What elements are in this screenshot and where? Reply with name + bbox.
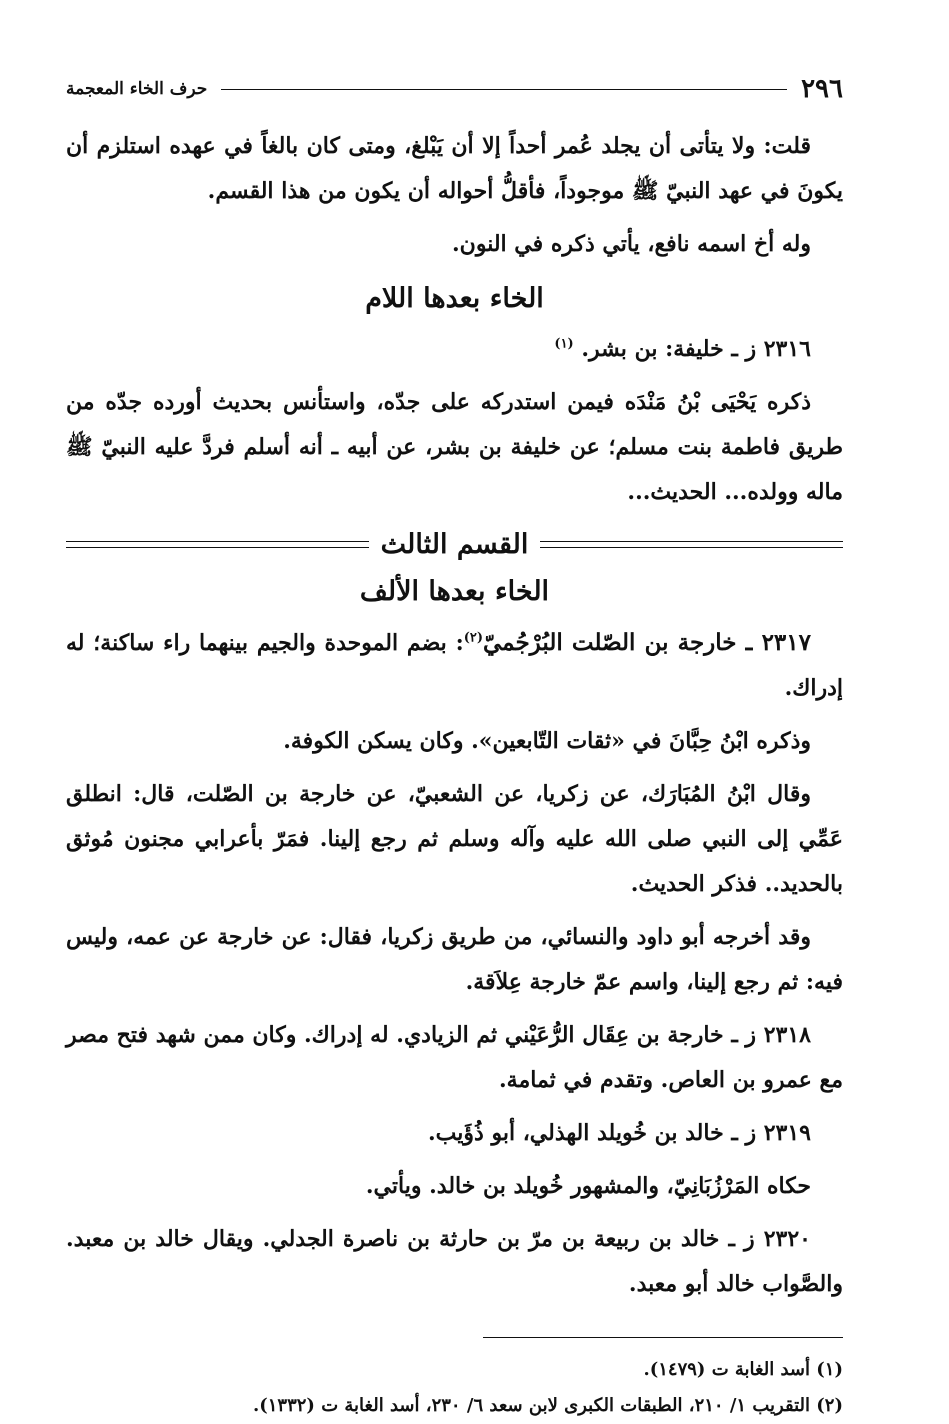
entry-2317 [66,620,843,711]
paragraph: حكاه المَرْزُبَانِيّ، والمشهور خُويلد بن خالد. ويأتي. [365,1173,811,1199]
section-divider [66,529,843,560]
paragraph: ذكره يَحْيَى بْنُ مَنْدَه فيمن استدركه على جدّه، واستأنس بحديث أورده جدّه من طريق فاطمة بنت مسلم؛ عن خليفة بن بشر، عن أبيه ـ أنه أسلم فردَّ عليه النبيّ ﷺ ماله وولده... الحديث... [66,389,843,505]
entry-text: ٢٣١٦ ز ـ خليفة: بن بشر. [581,336,811,362]
paragraph: قلت: ولا يتأتى أن يجلد عُمر أحداً إلا أن يَبْلغ، ومتى كان بالغاً في عهده استلزم أن يكونَ في عهد النبيّ ﷺ موجوداً، فأقلُّ أحواله أن يكون من هذا القسم. [66,133,843,204]
running-title: حرف الخاء المعجمة [66,79,208,99]
page-number: ٢٩٦ [801,74,843,104]
entry-2316 [66,327,843,372]
running-header [66,72,843,106]
entry-2319: ٢٣١٩ ز ـ خالد بن خُويلد الهذلي، أبو ذُؤَيب. [427,1120,811,1146]
footnote: (٢) التقريب ١/ ٢١٠، الطبقات الكبرى لابن سعد ٦/ ٢٣٠، أسد الغابة ت (١٣٣٢). [252,1395,843,1416]
entry-2320: ٢٣٢٠ ز ـ خالد بن ربيعة بن مرّ بن حارثة بن ناصرة الجدلي. ويقال خالد بن معبد. والصَّواب خالد أبو معبد. [66,1226,843,1297]
paragraph: وله أخ اسمه نافع، يأتي ذكره في النون. [452,231,811,257]
footnote-ref: (٢) [463,630,483,646]
footnote: (١) أسد الغابة ت (١٤٧٩). [643,1359,843,1380]
double-rule-right [540,541,843,548]
double-rule-left [66,541,369,548]
footnote-rule [483,1337,843,1338]
section-title: القسم الثالث [380,529,529,560]
footnote-ref: (١) [554,336,574,352]
section-heading: الخاء بعدها الألف [359,576,550,607]
header-rule [221,89,787,90]
section-heading: الخاء بعدها اللام [365,283,544,314]
entry-text: : بضم الموحدة والجيم بينهما راء ساكنة؛ له إدراك. [66,630,843,701]
entry-2318: ٢٣١٨ ز ـ خارجة بن عِقَال الرُّعَيْني ثم الزيادي. له إدراك. وكان ممن شهد فتح مصر مع عمرو بن العاص. وتقدم في ثمامة. [66,1022,843,1093]
entry-name: ٢٣١٧ ـ خارجة بن الصّلت البُرْجُميّ [483,629,811,656]
paragraph: وقال ابْنُ المُبَارَك، عن زكريا، عن الشعبيّ، عن خارجة بن الصّلت، قال: انطلق عَمِّي إلى النبي صلى الله عليه وآله وسلم ثم رجع إلينا. فمَرّ بأعرابي مجنون مُوثق بالحديد.. فذكر الحديث. [66,781,843,897]
paragraph: وقد أخرجه أبو داود والنسائي، من طريق زكريا، فقال: عن خارجة عن عمه، وليس فيه: ثم رجع إلينا، واسم عمّ خارجة عِلاَقة. [66,924,843,995]
page-body [66,124,843,1424]
paragraph: وذكره ابْنُ حِبَّانَ في «ثقات التّابعين». وكان يسكن الكوفة. [283,728,811,754]
